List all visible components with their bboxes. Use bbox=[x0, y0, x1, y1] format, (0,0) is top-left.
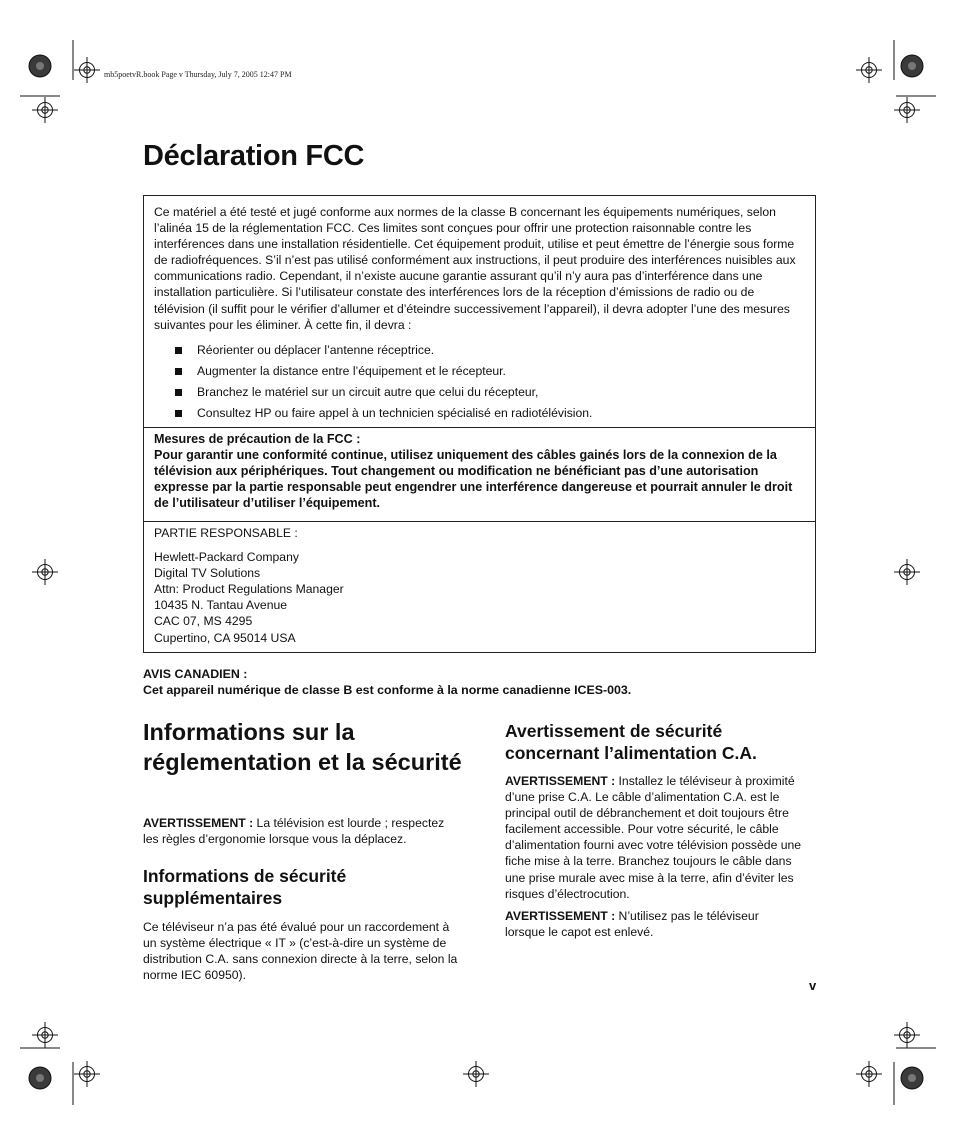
box-divider bbox=[144, 427, 815, 428]
avis-heading: AVIS CANADIEN : bbox=[143, 667, 248, 681]
remedy-list bbox=[154, 342, 805, 421]
registration-cross-icon bbox=[74, 57, 100, 83]
ac-warning-2 bbox=[505, 908, 795, 940]
registration-disc-icon bbox=[29, 55, 51, 77]
bullet-square-icon bbox=[175, 389, 182, 396]
warning-label: AVERTISSEMENT : bbox=[505, 774, 616, 788]
registration-cross-icon bbox=[856, 57, 882, 83]
address-line: Attn: Product Regulations Manager bbox=[154, 582, 344, 597]
bullet-square-icon bbox=[175, 410, 182, 417]
left-warning bbox=[143, 815, 458, 847]
list-item: Consultez HP ou faire appel à un technicien spécialisé en radiotélévision. bbox=[175, 405, 805, 421]
additional-safety-text: Ce téléviseur n’a pas été évalué pour un raccordement à un système électrique « IT » (c’est-à-dire un système de distribution C.A. sans connexion directe à la terre, selon la norme IEC 60950). bbox=[143, 920, 458, 983]
address-line: Digital TV Solutions bbox=[154, 566, 261, 581]
address-line: Hewlett-Packard Company bbox=[154, 550, 299, 565]
fcc-precaution-section bbox=[144, 431, 815, 511]
registration-cross-icon bbox=[74, 1061, 100, 1087]
fcc-intro-section bbox=[144, 204, 815, 426]
registration-cross-icon bbox=[463, 1061, 489, 1087]
avis-canadien bbox=[143, 666, 631, 698]
warning-label: AVERTISSEMENT : bbox=[505, 909, 616, 923]
page-number: v bbox=[809, 978, 817, 993]
registration-disc-icon bbox=[901, 1067, 923, 1089]
box-divider bbox=[144, 521, 815, 522]
precaution-heading: Mesures de précaution de la FCC : bbox=[154, 432, 361, 446]
list-item: Augmenter la distance entre l’équipement et le récepteur. bbox=[175, 363, 805, 379]
section-heading-additional-safety: Informations de sécurité supplémentaires bbox=[143, 866, 347, 908]
precaution-text: Pour garantir une conformité continue, utilisez uniquement des câbles gainés lors de la connexion de la télévision aux périphériques. Tout changement ou modification ne bénéficiant pas d’une autorisation expresse par la partie responsable peut engendrer une interférence dangereuse et pourrait annuler le droit de l’utilisateur d’utiliser l’équipement. bbox=[154, 448, 793, 511]
warning-text: N’utilisez pas le téléviseur lorsque le capot est enlevé. bbox=[505, 909, 759, 940]
bullet-square-icon bbox=[175, 368, 182, 375]
registration-cross-icon bbox=[32, 559, 58, 585]
print-header: mb5poetvR.book Page v Thursday, July 7, 2005 12:47 PM bbox=[104, 70, 292, 79]
avis-text: Cet appareil numérique de classe B est conforme à la norme canadienne ICES-003. bbox=[143, 683, 632, 697]
bullet-square-icon bbox=[175, 347, 182, 354]
list-item: Branchez le matériel sur un circuit autre que celui du récepteur, bbox=[175, 384, 805, 400]
address-line: CAC 07, MS 4295 bbox=[154, 614, 253, 629]
section-heading-ac-safety: Avertissement de sécurité concernant l’alimentation C.A. bbox=[505, 721, 757, 763]
ac-warning-1 bbox=[505, 773, 815, 902]
list-item: Réorienter ou déplacer l’antenne réceptrice. bbox=[175, 342, 805, 358]
registration-cross-icon bbox=[894, 559, 920, 585]
registration-cross-icon bbox=[894, 1022, 920, 1048]
address-line: Cupertino, CA 95014 USA bbox=[154, 630, 296, 645]
fcc-statement-box bbox=[143, 195, 816, 653]
registration-disc-icon bbox=[29, 1067, 51, 1089]
responsible-party-section bbox=[144, 525, 815, 646]
page-title: Déclaration FCC bbox=[143, 140, 365, 172]
fcc-intro-text: Ce matériel a été testé et jugé conforme aux normes de la classe B concernant les équipements numériques, selon l’alinéa 15 de la réglementation FCC. Ces limites sont conçues pour offrir une protection raisonnable contre les interférences dans une installation résidentielle. Cet équipement produit, utilise et peut émettre de l’énergie sous forme de radiofréquences. S’il n’est pas utilisé conformément aux instructions, il peut produire des interférences nuisibles aux communications radio. Cependant, il n’existe aucune garantie assurant qu’il n’y aura pas d’interférence dans une installation particulière. Si l’utilisateur constate des interférences lors de la réception d’émissions de radio ou de télévision (il suffit pour le vérifier d’allumer et d’éteindre successivement l’appareil), il devra adopter l’une des mesures suivantes pour les éliminer. À cette fin, il devra : bbox=[154, 205, 796, 332]
registration-cross-icon bbox=[894, 97, 920, 123]
warning-label: AVERTISSEMENT : bbox=[143, 816, 254, 830]
address-line: 10435 N. Tantau Avenue bbox=[154, 598, 288, 613]
warning-text: La télévision est lourde ; respectez les règles d’ergonomie lorsque vous la déplacez. bbox=[143, 816, 445, 847]
registration-cross-icon bbox=[856, 1061, 882, 1087]
responsible-address bbox=[154, 549, 805, 646]
section-heading-regulation: Informations sur la réglementation et la sécurité bbox=[143, 719, 462, 775]
warning-text: Installez le téléviseur à proximité d’une prise C.A. Le câble d’alimentation C.A. est le principal outil de débranchement et doit toujours être facilement accessible. Pour votre sécurité, le câble d’alimentation fourni avec votre télévision possède une fiche mise à la terre. Branchez toujours le câble dans une prise murale avec mise à la terre, afin d’éviter les risques d’électrocution. bbox=[505, 774, 802, 901]
registration-cross-icon bbox=[32, 1022, 58, 1048]
registration-disc-icon bbox=[901, 55, 923, 77]
responsible-label: PARTIE RESPONSABLE : bbox=[154, 526, 298, 540]
registration-cross-icon bbox=[32, 97, 58, 123]
